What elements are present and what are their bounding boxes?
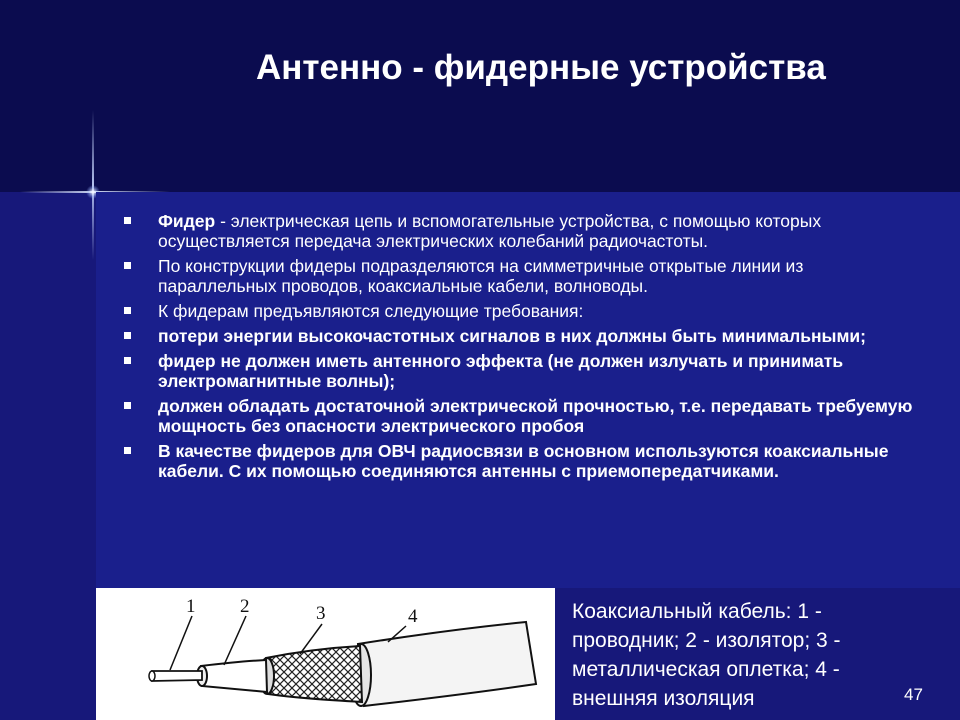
coaxial-cable-drawing (96, 588, 555, 720)
title-band (0, 0, 960, 192)
bullet-item-2 (120, 256, 920, 296)
bullet-text: - электрическая цепь и вспомогательные устройства, с помощью которых осуществляется передача электрических колебаний радиочастоты. (158, 211, 822, 251)
bullet-item-5 (120, 351, 920, 391)
bullet-square-icon (124, 357, 131, 364)
coaxial-cable-figure (96, 588, 555, 720)
bullet-lead: Фидер (158, 211, 216, 231)
label-3: 3 (316, 603, 326, 624)
label-4: 4 (408, 606, 418, 627)
conductor-shape (152, 671, 202, 681)
leader-line-1 (170, 616, 192, 670)
bullet-list (120, 211, 920, 486)
insulator-shape (201, 660, 267, 692)
conductor-end (149, 671, 155, 681)
bullet-item-6 (120, 396, 920, 436)
leader-line-2 (224, 616, 246, 665)
bullet-square-icon (124, 262, 131, 269)
bullet-item-3 (120, 301, 920, 321)
bullet-square-icon (124, 402, 131, 409)
bullet-square-icon (124, 447, 131, 454)
bullet-text: потери энергии высокочастотных сигналов в них должны быть минимальными; (158, 326, 866, 346)
bullet-item-1 (120, 211, 920, 251)
braid-shape (266, 646, 362, 702)
bullet-text: В качестве фидеров для ОВЧ радиосвязи в основном используются коаксиальные кабели. С их помощью соединяются антенны с приемопередатчиками. (158, 441, 889, 481)
bullet-text: должен обладать достаточной электрической прочностью, т.е. передавать требуемую мощность без опасности электрического пробоя (158, 396, 913, 436)
bullet-square-icon (124, 307, 131, 314)
slide-title: Антенно - фидерные устройства (256, 48, 826, 87)
bullet-square-icon (124, 217, 131, 224)
label-1: 1 (186, 596, 196, 617)
bullet-item-7 (120, 441, 920, 481)
figure-caption: Коаксиальный кабель: 1 - проводник; 2 - изолятор; 3 - металлическая оплетка; 4 - внешняя изоляция (572, 600, 841, 710)
page-number: 47 (904, 685, 923, 704)
bullet-text: По конструкции фидеры подразделяются на симметричные открытые линии из параллельных проводов, коаксиальные кабели, волноводы. (158, 256, 804, 296)
bullet-text: К фидерам предъявляются следующие требования: (158, 301, 584, 321)
bullet-text: фидер не должен иметь антенного эффекта (не должен излучать и принимать электромагнитные волны); (158, 351, 844, 391)
bullet-square-icon (124, 332, 131, 339)
label-2: 2 (240, 596, 250, 617)
outer-jacket-shape (358, 622, 536, 706)
bullet-item-4 (120, 326, 920, 346)
